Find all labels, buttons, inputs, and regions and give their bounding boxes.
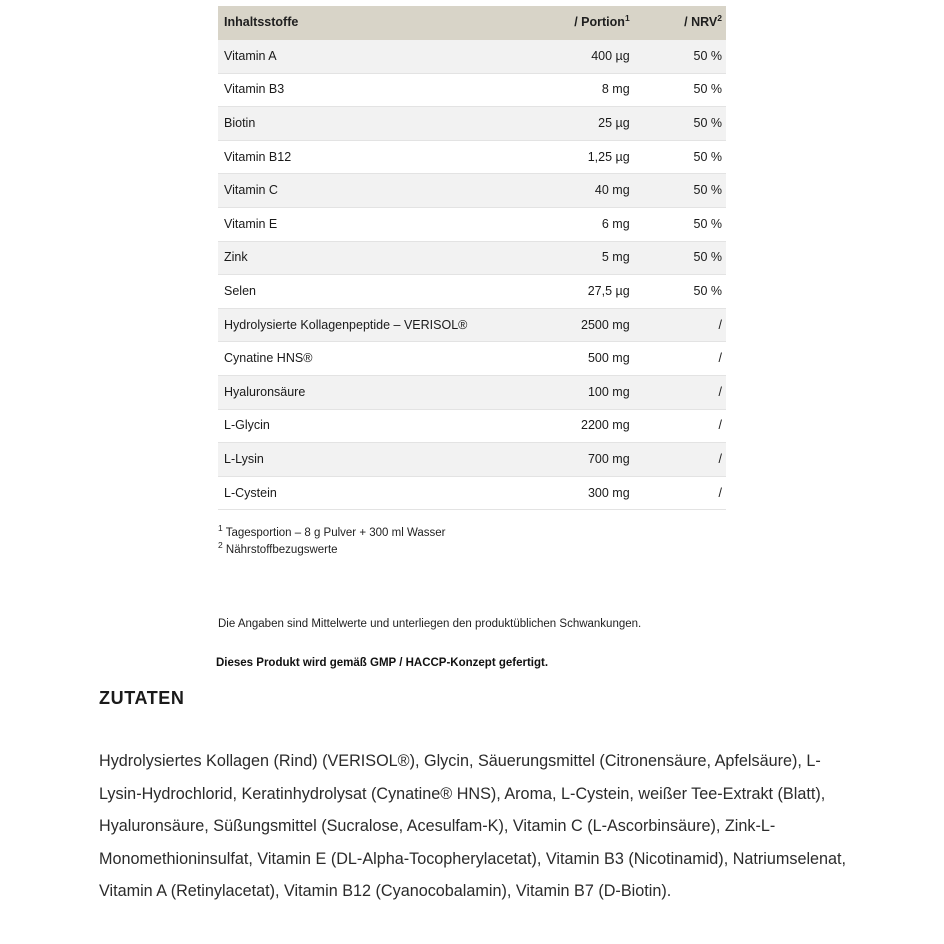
cell-amount-per-portion: 8 mg xyxy=(496,73,636,107)
cell-ingredient-name: Vitamin C xyxy=(218,174,496,208)
cell-amount-per-portion: 27,5 µg xyxy=(496,275,636,309)
cell-ingredient-name: Cynatine HNS® xyxy=(218,342,496,376)
cell-ingredient-name: Vitamin A xyxy=(218,40,496,74)
table-header-row xyxy=(218,6,726,40)
column-header-nrv-label: / NRV xyxy=(684,15,718,29)
cell-nrv-percent: 50 % xyxy=(636,275,726,309)
cell-nrv-percent: / xyxy=(636,443,726,477)
footnote-marker-nrv: 2 xyxy=(717,12,722,23)
cell-amount-per-portion: 100 mg xyxy=(496,375,636,409)
cell-ingredient-name: Zink xyxy=(218,241,496,275)
cell-nrv-percent: / xyxy=(636,308,726,342)
column-header-nrv xyxy=(636,6,726,40)
column-header-ingredients: Inhaltsstoffe xyxy=(218,6,496,40)
cell-nrv-percent: 50 % xyxy=(636,241,726,275)
cell-amount-per-portion: 500 mg xyxy=(496,342,636,376)
table-row xyxy=(218,174,726,208)
ingredients-heading: ZUTATEN xyxy=(99,688,185,708)
cell-nrv-percent: 50 % xyxy=(636,107,726,141)
table-row xyxy=(218,308,726,342)
cell-amount-per-portion: 6 mg xyxy=(496,207,636,241)
footnote-2-text: Nährstoffbezugswerte xyxy=(222,544,338,557)
cell-ingredient-name: Vitamin B12 xyxy=(218,140,496,174)
footnote-2 xyxy=(218,542,738,559)
table-row xyxy=(218,73,726,107)
nutrition-table-container xyxy=(218,6,726,510)
cell-nrv-percent: 50 % xyxy=(636,40,726,74)
cell-ingredient-name: L-Glycin xyxy=(218,409,496,443)
cell-nrv-percent: 50 % xyxy=(636,174,726,208)
footnote-1-text: Tagesportion – 8 g Pulver + 300 ml Wasser xyxy=(222,527,446,539)
ingredients-paragraph: Hydrolysiertes Kollagen (Rind) (VERISOL®), Glycin, Säuerungsmittel (Citronensäure, Apfelsäure), L-Lysin-Hydrochlorid, Keratinhydrolysat (Cynatine® HNS), Aroma, L-Cystein, weißer Tee-Extrakt (Blatt), Hyaluronsäure, Süßungsmittel (Sucralose, Acesulfam-K), Vitamin C (L-Ascorbinsäure), Zink-L-Monomethioninsulfat, Vitamin E (DL-Alpha-Tocopherylacetat), Vitamin B3 (Nicotinamid), Natriumselenat, Vitamin A (Retinylacetat), Vitamin B12 (Cyanocobalamin), Vitamin B7 (D-Biotin). xyxy=(99,752,847,901)
column-header-portion xyxy=(496,6,636,40)
table-header xyxy=(218,6,726,40)
footnote-2-marker: 2 xyxy=(218,540,223,551)
table-row xyxy=(218,375,726,409)
cell-amount-per-portion: 2500 mg xyxy=(496,308,636,342)
cell-nrv-percent: 50 % xyxy=(636,140,726,174)
cell-nrv-percent: / xyxy=(636,375,726,409)
cell-ingredient-name: Vitamin E xyxy=(218,207,496,241)
footnote-1 xyxy=(218,525,738,542)
table-row xyxy=(218,107,726,141)
footnote-1-marker: 1 xyxy=(218,523,223,534)
cell-amount-per-portion: 1,25 µg xyxy=(496,140,636,174)
column-header-portion-label: / Portion xyxy=(574,15,625,29)
footnotes xyxy=(218,525,738,560)
cell-nrv-percent: / xyxy=(636,409,726,443)
gmp-haccp-note: Dieses Produkt wird gemäß GMP / HACCP-Konzept gefertigt. xyxy=(216,657,549,669)
cell-ingredient-name: Vitamin B3 xyxy=(218,73,496,107)
cell-ingredient-name: L-Cystein xyxy=(218,476,496,510)
table-row xyxy=(218,140,726,174)
cell-ingredient-name: Biotin xyxy=(218,107,496,141)
cell-amount-per-portion: 40 mg xyxy=(496,174,636,208)
table-row xyxy=(218,443,726,477)
cell-nrv-percent: 50 % xyxy=(636,73,726,107)
table-row xyxy=(218,409,726,443)
nutrition-table xyxy=(218,6,726,510)
table-row xyxy=(218,476,726,510)
cell-ingredient-name: Hyaluronsäure xyxy=(218,375,496,409)
footnote-marker-portion: 1 xyxy=(624,12,630,23)
cell-amount-per-portion: 2200 mg xyxy=(496,409,636,443)
cell-amount-per-portion: 400 µg xyxy=(496,40,636,74)
cell-nrv-percent: 50 % xyxy=(636,207,726,241)
table-row xyxy=(218,241,726,275)
cell-amount-per-portion: 300 mg xyxy=(496,476,636,510)
table-row xyxy=(218,40,726,74)
cell-ingredient-name: Hydrolysierte Kollagenpeptide – VERISOL® xyxy=(218,308,496,342)
cell-ingredient-name: L-Lysin xyxy=(218,443,496,477)
averages-disclaimer: Die Angaben sind Mittelwerte und unterliegen den produktüblichen Schwankungen. xyxy=(218,618,642,630)
table-row xyxy=(218,342,726,376)
table-row xyxy=(218,207,726,241)
cell-nrv-percent: / xyxy=(636,342,726,376)
cell-ingredient-name: Selen xyxy=(218,275,496,309)
table-body xyxy=(218,40,726,510)
cell-amount-per-portion: 5 mg xyxy=(496,241,636,275)
cell-amount-per-portion: 25 µg xyxy=(496,107,636,141)
cell-nrv-percent: / xyxy=(636,476,726,510)
cell-amount-per-portion: 700 mg xyxy=(496,443,636,477)
table-row xyxy=(218,275,726,309)
